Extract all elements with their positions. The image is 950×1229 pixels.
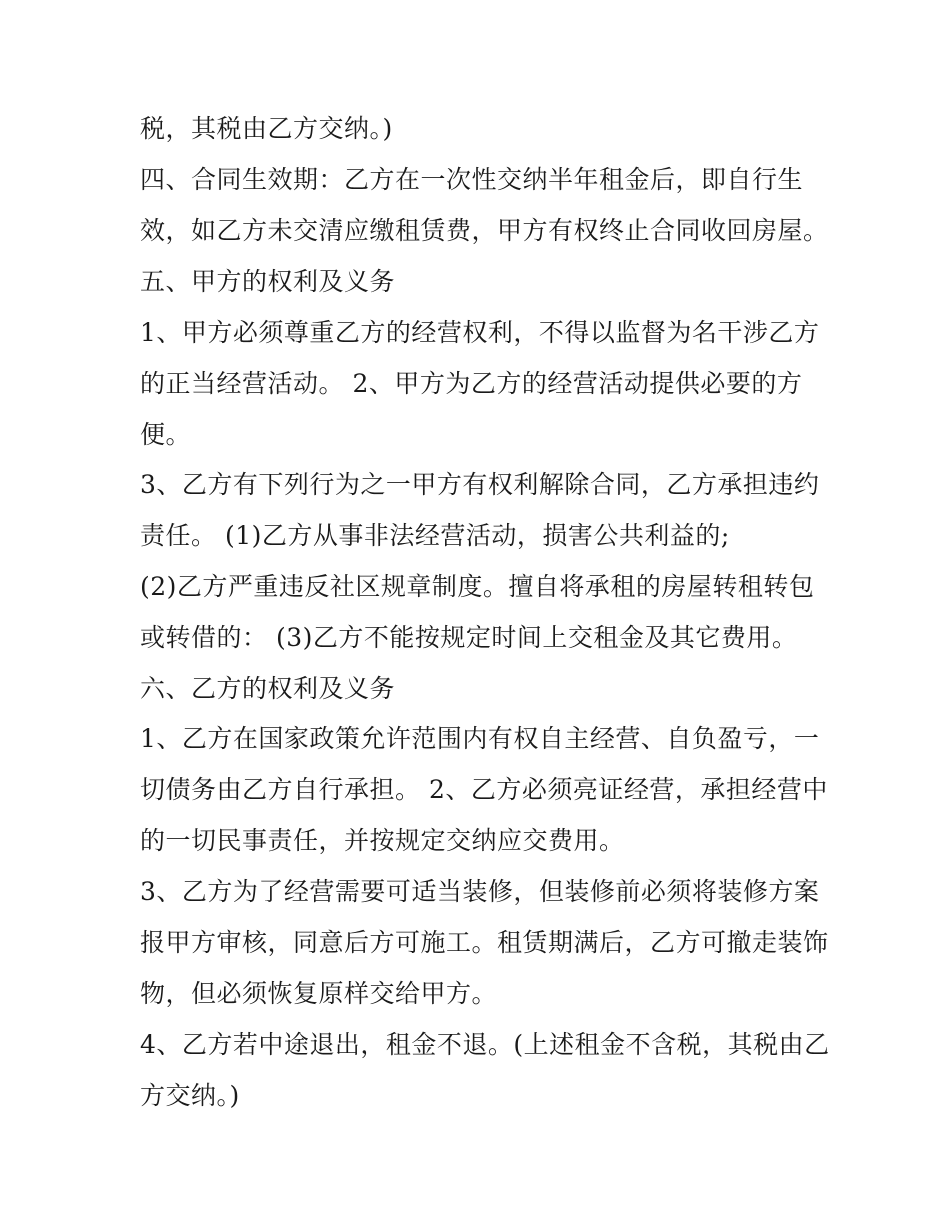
text-line: 4、乙方若中途退出，租金不退。(上述租金不含税，其税由乙 (140, 1030, 830, 1059)
text-line: 四、合同生效期：乙方在一次性交纳半年租金后，即自行生 (140, 165, 804, 194)
section-heading: 六、乙方的权利及义务 (140, 674, 396, 703)
text-line: 便。 (140, 420, 192, 449)
text-line: 3、乙方为了经营需要可适当装修，但装修前必须将装修方案 (140, 877, 820, 906)
text-line: 方交纳。) (140, 1081, 240, 1110)
text-line: 税，其税由乙方交纳。) (140, 114, 393, 143)
text-line: 责任。 (1)乙方从事非法经营活动，损害公共利益的; (140, 521, 730, 550)
text-line: 物，但必须恢复原样交给甲方。 (140, 979, 498, 1008)
text-line: 切债务由乙方自行承担。 2、乙方必须亮证经营，承担经营中 (140, 775, 828, 804)
text-line: 或转借的： (3)乙方不能按规定时间上交租金及其它费用。 (140, 623, 798, 652)
text-line: 1、甲方必须尊重乙方的经营权利，不得以监督为名干涉乙方 (140, 318, 820, 347)
text-line: (2)乙方严重违反社区规章制度。擅自将承租的房屋转租转包 (140, 572, 815, 601)
text-line: 报甲方审核，同意后方可施工。租赁期满后，乙方可撤走装饰 (140, 928, 829, 957)
text-line: 的一切民事责任，并按规定交纳应交费用。 (140, 826, 625, 855)
text-line: 1、乙方在国家政策允许范围内有权自主经营、自负盈亏，一 (140, 724, 820, 753)
text-line: 的正当经营活动。 2、甲方为乙方的经营活动提供必要的方 (140, 369, 803, 398)
text-line: 效，如乙方未交清应缴租赁费，甲方有权终止合同收回房屋。 (140, 216, 829, 245)
text-line: 3、乙方有下列行为之一甲方有权利解除合同，乙方承担违约 (140, 470, 820, 499)
section-heading: 五、甲方的权利及义务 (140, 267, 396, 296)
